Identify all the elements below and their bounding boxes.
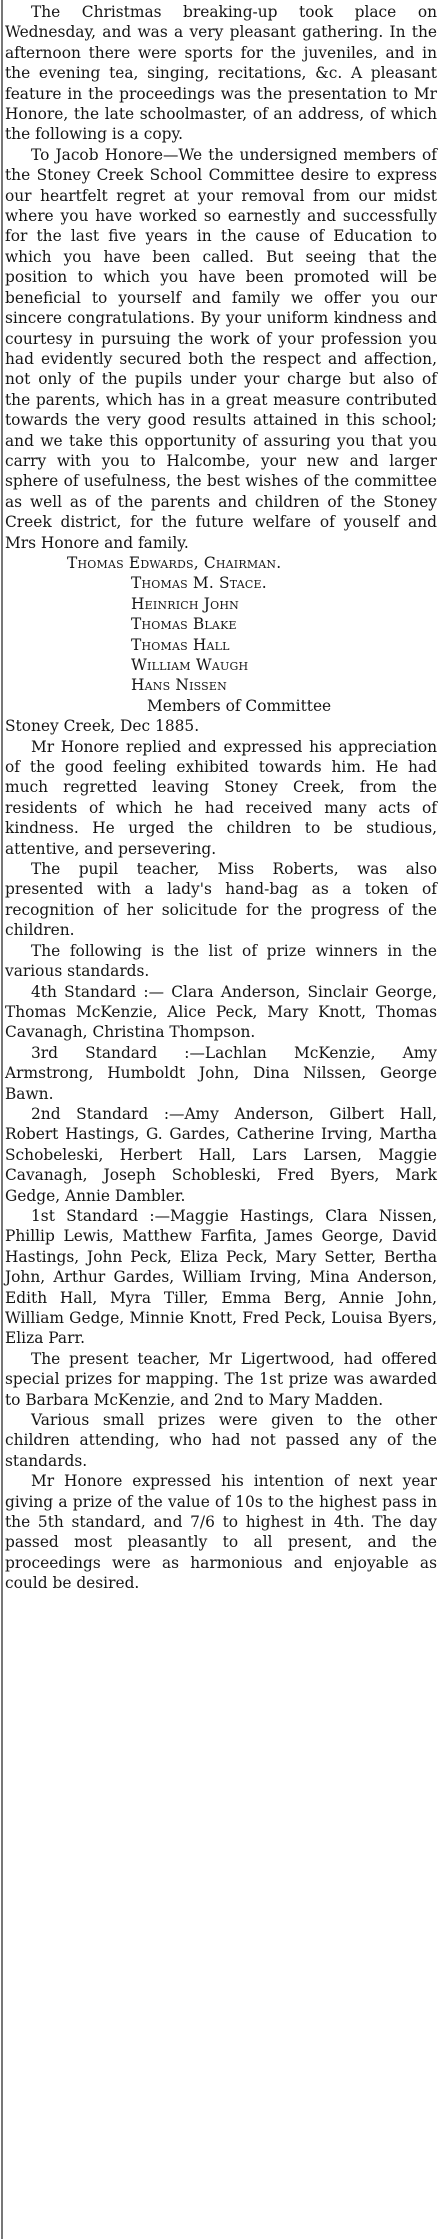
closing-paragraph: Mr Honore expressed his intention of next year giving a prize of the value of 10s to the highest pass in the 5th standard, and 7/6 to highest in 4th. The day passed most pleasantly to all present, and the proceedings were as harmonious and enjoyable as could be desired.	[5, 1472, 437, 1593]
prize-list-2nd-standard	[5, 1104, 437, 1206]
member-signature: Thomas M. Stace.	[131, 574, 267, 593]
member-signature: Thomas Hall	[131, 635, 230, 654]
prize-list-4th-standard	[5, 982, 437, 1043]
member-signature: Thomas Blake	[131, 615, 237, 634]
standard-label: 4th Standard :—	[31, 982, 165, 1001]
prize-intro-paragraph: The following is the list of prize winners in the various standards.	[5, 941, 437, 981]
members-label: Members of Committee	[147, 696, 332, 715]
opening-paragraph: The Christmas breaking-up took place on Wednesday, and was a very pleasant gathering. In the afternoon there were sports for the juveniles, and in the evening tea, singing, recitations, &c. A pleasant feature in the proceedings was the presentation to Mr Honore, the late schoolmaster, of an address, of which the following is a copy.	[5, 3, 437, 144]
dateline: Stoney Creek, Dec 1885.	[5, 717, 200, 736]
standard-label: 1st Standard :—	[31, 1206, 170, 1225]
member-signature: Hans Nissen	[131, 676, 227, 695]
pupil-teacher-paragraph: The pupil teacher, Miss Roberts, was also presented with a lady's hand-bag as a token of recognition of her solicitude for the progress of the children.	[5, 860, 437, 940]
standard-label: 3rd Standard :—	[31, 1043, 205, 1062]
member-signature: William Waugh	[131, 656, 249, 674]
small-prizes-paragraph: Various small prizes were given to the other children attending, who had not passed any of the standards.	[5, 1411, 437, 1470]
prize-winners: Clara Anderson, Sinclair George, Thomas McKenzie, Alice Peck, Mary Knott, Thomas Cavanagh, Christina Thompson.	[5, 982, 437, 1042]
standard-label: 2nd Standard :—	[31, 1104, 185, 1123]
prize-winners: Lachlan McKenzie, Amy Armstrong, Humboldt John, Dina Nilssen, George Bawn.	[5, 1043, 437, 1103]
prize-list-1st-standard	[5, 1206, 437, 1349]
address-paragraph: To Jacob Honore—We the undersigned members of the Stoney Creek School Committee desire to express our heartfelt regret at your removal from our midst where you have worked so earnestly and successfully for the last five years in the cause of Education to which you have been called. But seeing that the position to which you have been promoted will be beneficial to yourself and family we offer you our sincere congratulations. By your uniform kindness and courtesy in pursuing the work of your profession you had evidently secured both the respect and affection, not only of the pupils under your charge but also of the parents, which has in a great measure contributed towards the very good results attained in this school; and we take this opportunity of assuring you that you carry with you to Halcombe, your new and larger sphere of usefulness, the best wishes of the committee as well as of the parents and children of the Stoney Creek district, for the future welfare of youself and Mrs Honore and family.	[5, 145, 437, 552]
prize-winners: Maggie Hastings, Clara Nissen, Phillip Lewis, Matthew Farfita, James George, David Hastings, John Peck, Eliza Peck, Mary Setter, Bertha John, Arthur Gardes, William Irving, Mina Anderson, Edith Hall, Myra Tiller, Emma Berg, Annie John, William Gedge, Minnie Knott, Fred Peck, Louisa Byers, Eliza Parr.	[5, 1206, 437, 1348]
prize-winners: Amy Anderson, Gilbert Hall, Robert Hastings, G. Gardes, Catherine Irving, Martha Schobeleski, Herbert Hall, Lars Larsen, Maggie Cavanagh, Joseph Schobleski, Fred Byers, Mark Gedge, Annie Dambler.	[5, 1104, 437, 1205]
mapping-prize-paragraph: The present teacher, Mr Ligertwood, had offered special prizes for mapping. The 1st prize was awarded to Barbara McKenzie, and 2nd to Mary Madden.	[5, 1349, 437, 1409]
reply-paragraph: Mr Honore replied and expressed his appreciation of the good feeling exhibited towards him. He had much regretted leaving Stoney Creek, from the residents of which he had received many acts of kindness. He urged the children to be studious, attentive, and persevering.	[5, 737, 437, 858]
signature-block	[5, 553, 437, 737]
prize-list-3rd-standard	[5, 1043, 437, 1104]
member-signature: Heinrich John	[131, 594, 239, 613]
chairman-signature: Thomas Edwards, Chairman.	[67, 553, 282, 572]
article-column	[5, 2, 437, 1594]
column-rule	[1, 0, 3, 2239]
